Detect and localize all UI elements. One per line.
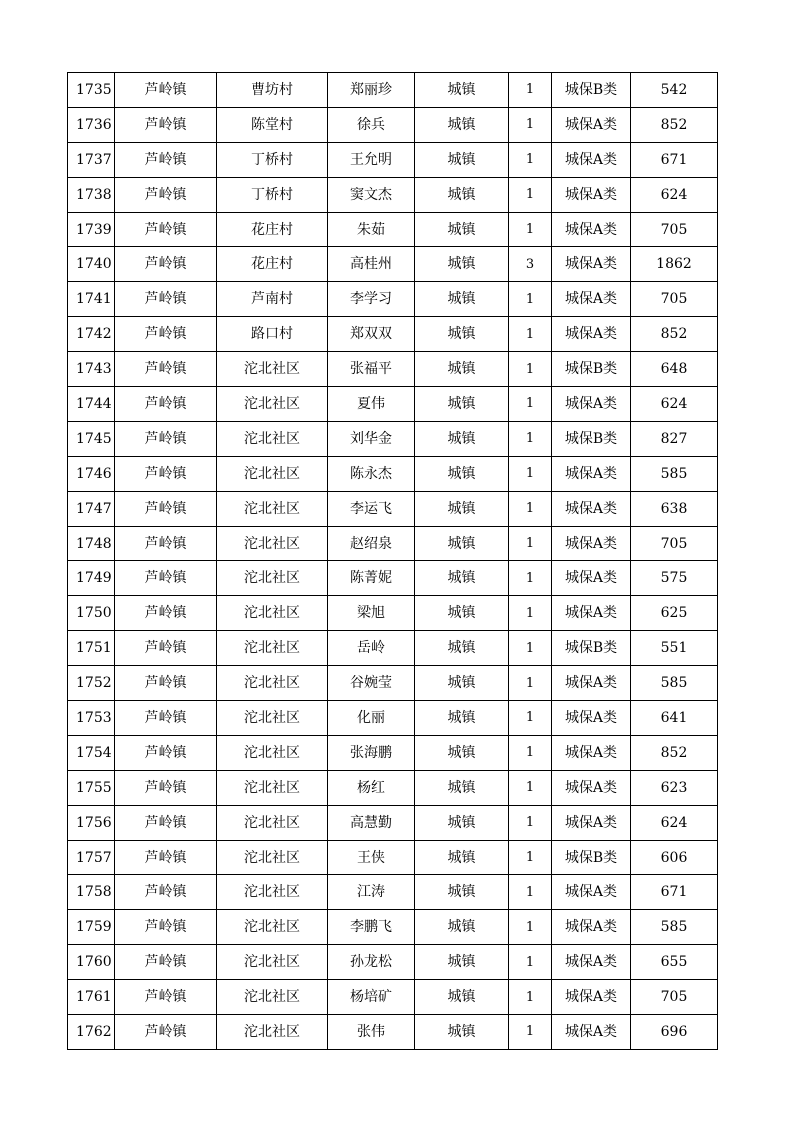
cell-benefit-category: 城保A类 <box>552 387 631 422</box>
table-row <box>68 387 718 422</box>
cell-person-name: 高慧勤 <box>328 805 415 840</box>
cell-serial-number: 1761 <box>68 980 115 1015</box>
cell-amount: 705 <box>631 212 718 247</box>
cell-area-type: 城镇 <box>415 247 509 282</box>
cell-village: 沱北社区 <box>217 387 328 422</box>
cell-amount: 623 <box>631 770 718 805</box>
cell-town: 芦岭镇 <box>115 770 217 805</box>
cell-town: 芦岭镇 <box>115 247 217 282</box>
cell-person-name: 孙龙松 <box>328 945 415 980</box>
cell-village: 沱北社区 <box>217 701 328 736</box>
cell-serial-number: 1743 <box>68 352 115 387</box>
cell-amount: 625 <box>631 596 718 631</box>
cell-household-count: 1 <box>509 701 552 736</box>
cell-household-count: 1 <box>509 735 552 770</box>
table-row <box>68 770 718 805</box>
cell-town: 芦岭镇 <box>115 701 217 736</box>
cell-town: 芦岭镇 <box>115 387 217 422</box>
cell-household-count: 1 <box>509 805 552 840</box>
cell-town: 芦岭镇 <box>115 73 217 108</box>
cell-amount: 705 <box>631 282 718 317</box>
cell-town: 芦岭镇 <box>115 491 217 526</box>
cell-household-count: 1 <box>509 73 552 108</box>
cell-serial-number: 1757 <box>68 840 115 875</box>
cell-person-name: 杨培矿 <box>328 980 415 1015</box>
cell-serial-number: 1747 <box>68 491 115 526</box>
cell-amount: 705 <box>631 526 718 561</box>
cell-person-name: 张福平 <box>328 352 415 387</box>
cell-person-name: 张海鹏 <box>328 735 415 770</box>
cell-serial-number: 1749 <box>68 561 115 596</box>
cell-amount: 585 <box>631 456 718 491</box>
cell-person-name: 徐兵 <box>328 107 415 142</box>
cell-amount: 638 <box>631 491 718 526</box>
cell-area-type: 城镇 <box>415 561 509 596</box>
cell-person-name: 郑双双 <box>328 317 415 352</box>
cell-household-count: 1 <box>509 317 552 352</box>
cell-area-type: 城镇 <box>415 421 509 456</box>
cell-village: 花庄村 <box>217 212 328 247</box>
cell-amount: 852 <box>631 317 718 352</box>
cell-person-name: 张伟 <box>328 1015 415 1050</box>
roster-body <box>68 73 718 1050</box>
cell-benefit-category: 城保A类 <box>552 770 631 805</box>
cell-benefit-category: 城保A类 <box>552 701 631 736</box>
cell-area-type: 城镇 <box>415 631 509 666</box>
cell-benefit-category: 城保A类 <box>552 142 631 177</box>
cell-village: 路口村 <box>217 317 328 352</box>
cell-serial-number: 1746 <box>68 456 115 491</box>
cell-amount: 551 <box>631 631 718 666</box>
cell-area-type: 城镇 <box>415 352 509 387</box>
cell-village: 沱北社区 <box>217 456 328 491</box>
cell-person-name: 李学习 <box>328 282 415 317</box>
table-row <box>68 631 718 666</box>
cell-household-count: 1 <box>509 491 552 526</box>
table-row <box>68 247 718 282</box>
table-row <box>68 875 718 910</box>
cell-benefit-category: 城保A类 <box>552 247 631 282</box>
cell-village: 沱北社区 <box>217 805 328 840</box>
cell-benefit-category: 城保B类 <box>552 421 631 456</box>
cell-village: 曹坊村 <box>217 73 328 108</box>
cell-area-type: 城镇 <box>415 282 509 317</box>
table-row <box>68 421 718 456</box>
cell-household-count: 1 <box>509 421 552 456</box>
cell-town: 芦岭镇 <box>115 735 217 770</box>
cell-village: 丁桥村 <box>217 142 328 177</box>
cell-village: 沱北社区 <box>217 1015 328 1050</box>
cell-serial-number: 1740 <box>68 247 115 282</box>
cell-area-type: 城镇 <box>415 1015 509 1050</box>
cell-serial-number: 1756 <box>68 805 115 840</box>
cell-household-count: 1 <box>509 875 552 910</box>
cell-village: 沱北社区 <box>217 596 328 631</box>
cell-amount: 585 <box>631 910 718 945</box>
cell-person-name: 谷婉莹 <box>328 666 415 701</box>
cell-benefit-category: 城保A类 <box>552 596 631 631</box>
table-row <box>68 142 718 177</box>
cell-town: 芦岭镇 <box>115 875 217 910</box>
cell-town: 芦岭镇 <box>115 177 217 212</box>
cell-serial-number: 1742 <box>68 317 115 352</box>
cell-benefit-category: 城保B类 <box>552 631 631 666</box>
cell-area-type: 城镇 <box>415 701 509 736</box>
cell-area-type: 城镇 <box>415 456 509 491</box>
cell-benefit-category: 城保A类 <box>552 212 631 247</box>
cell-town: 芦岭镇 <box>115 526 217 561</box>
cell-town: 芦岭镇 <box>115 840 217 875</box>
cell-amount: 852 <box>631 107 718 142</box>
cell-town: 芦岭镇 <box>115 142 217 177</box>
cell-person-name: 杨红 <box>328 770 415 805</box>
cell-person-name: 朱茹 <box>328 212 415 247</box>
cell-area-type: 城镇 <box>415 212 509 247</box>
cell-village: 陈堂村 <box>217 107 328 142</box>
cell-person-name: 赵绍泉 <box>328 526 415 561</box>
cell-town: 芦岭镇 <box>115 945 217 980</box>
cell-amount: 671 <box>631 142 718 177</box>
cell-area-type: 城镇 <box>415 840 509 875</box>
cell-serial-number: 1745 <box>68 421 115 456</box>
cell-serial-number: 1738 <box>68 177 115 212</box>
cell-village: 沱北社区 <box>217 980 328 1015</box>
cell-person-name: 郑丽珍 <box>328 73 415 108</box>
cell-amount: 705 <box>631 980 718 1015</box>
cell-benefit-category: 城保A类 <box>552 910 631 945</box>
cell-household-count: 1 <box>509 526 552 561</box>
cell-area-type: 城镇 <box>415 596 509 631</box>
cell-benefit-category: 城保B类 <box>552 73 631 108</box>
table-row <box>68 491 718 526</box>
cell-area-type: 城镇 <box>415 770 509 805</box>
cell-benefit-category: 城保A类 <box>552 317 631 352</box>
cell-benefit-category: 城保A类 <box>552 107 631 142</box>
cell-person-name: 李鹏飞 <box>328 910 415 945</box>
cell-person-name: 化丽 <box>328 701 415 736</box>
cell-serial-number: 1750 <box>68 596 115 631</box>
cell-person-name: 陈永杰 <box>328 456 415 491</box>
cell-benefit-category: 城保A类 <box>552 945 631 980</box>
cell-household-count: 1 <box>509 631 552 666</box>
cell-household-count: 1 <box>509 282 552 317</box>
cell-person-name: 王侠 <box>328 840 415 875</box>
cell-benefit-category: 城保A类 <box>552 666 631 701</box>
cell-town: 芦岭镇 <box>115 421 217 456</box>
cell-serial-number: 1739 <box>68 212 115 247</box>
cell-serial-number: 1753 <box>68 701 115 736</box>
cell-amount: 585 <box>631 666 718 701</box>
cell-amount: 624 <box>631 805 718 840</box>
cell-village: 沱北社区 <box>217 666 328 701</box>
cell-serial-number: 1754 <box>68 735 115 770</box>
table-row <box>68 840 718 875</box>
cell-town: 芦岭镇 <box>115 212 217 247</box>
cell-amount: 852 <box>631 735 718 770</box>
cell-benefit-category: 城保A类 <box>552 561 631 596</box>
cell-area-type: 城镇 <box>415 735 509 770</box>
cell-benefit-category: 城保A类 <box>552 1015 631 1050</box>
cell-household-count: 1 <box>509 561 552 596</box>
cell-person-name: 夏伟 <box>328 387 415 422</box>
cell-amount: 827 <box>631 421 718 456</box>
table-row <box>68 735 718 770</box>
cell-village: 沱北社区 <box>217 910 328 945</box>
cell-person-name: 李运飞 <box>328 491 415 526</box>
cell-amount: 624 <box>631 387 718 422</box>
cell-household-count: 1 <box>509 840 552 875</box>
cell-village: 花庄村 <box>217 247 328 282</box>
cell-amount: 696 <box>631 1015 718 1050</box>
cell-benefit-category: 城保B类 <box>552 352 631 387</box>
roster-table <box>67 72 718 1050</box>
cell-village: 沱北社区 <box>217 840 328 875</box>
cell-town: 芦岭镇 <box>115 282 217 317</box>
cell-village: 沱北社区 <box>217 631 328 666</box>
cell-person-name: 高桂州 <box>328 247 415 282</box>
cell-household-count: 1 <box>509 980 552 1015</box>
cell-person-name: 陈菁妮 <box>328 561 415 596</box>
cell-amount: 624 <box>631 177 718 212</box>
table-row <box>68 561 718 596</box>
cell-household-count: 1 <box>509 107 552 142</box>
cell-serial-number: 1752 <box>68 666 115 701</box>
cell-serial-number: 1759 <box>68 910 115 945</box>
table-row <box>68 526 718 561</box>
table-row <box>68 456 718 491</box>
cell-household-count: 1 <box>509 596 552 631</box>
cell-serial-number: 1737 <box>68 142 115 177</box>
table-row <box>68 107 718 142</box>
cell-serial-number: 1741 <box>68 282 115 317</box>
cell-village: 丁桥村 <box>217 177 328 212</box>
cell-town: 芦岭镇 <box>115 107 217 142</box>
cell-serial-number: 1755 <box>68 770 115 805</box>
cell-household-count: 1 <box>509 456 552 491</box>
cell-area-type: 城镇 <box>415 142 509 177</box>
table-row <box>68 666 718 701</box>
table-row <box>68 352 718 387</box>
cell-town: 芦岭镇 <box>115 596 217 631</box>
cell-village: 沱北社区 <box>217 561 328 596</box>
cell-town: 芦岭镇 <box>115 666 217 701</box>
cell-area-type: 城镇 <box>415 73 509 108</box>
cell-person-name: 刘华金 <box>328 421 415 456</box>
table-row <box>68 945 718 980</box>
table-row <box>68 73 718 108</box>
cell-area-type: 城镇 <box>415 491 509 526</box>
cell-serial-number: 1760 <box>68 945 115 980</box>
cell-village: 沱北社区 <box>217 526 328 561</box>
table-row <box>68 701 718 736</box>
cell-town: 芦岭镇 <box>115 1015 217 1050</box>
cell-household-count: 1 <box>509 387 552 422</box>
table-row <box>68 910 718 945</box>
cell-person-name: 江涛 <box>328 875 415 910</box>
cell-benefit-category: 城保A类 <box>552 875 631 910</box>
cell-benefit-category: 城保A类 <box>552 177 631 212</box>
cell-area-type: 城镇 <box>415 666 509 701</box>
cell-household-count: 1 <box>509 352 552 387</box>
table-row <box>68 212 718 247</box>
cell-benefit-category: 城保A类 <box>552 526 631 561</box>
cell-serial-number: 1735 <box>68 73 115 108</box>
cell-town: 芦岭镇 <box>115 910 217 945</box>
cell-area-type: 城镇 <box>415 177 509 212</box>
cell-benefit-category: 城保B类 <box>552 840 631 875</box>
cell-town: 芦岭镇 <box>115 980 217 1015</box>
cell-amount: 1862 <box>631 247 718 282</box>
cell-amount: 606 <box>631 840 718 875</box>
cell-amount: 671 <box>631 875 718 910</box>
cell-serial-number: 1736 <box>68 107 115 142</box>
cell-household-count: 3 <box>509 247 552 282</box>
cell-town: 芦岭镇 <box>115 631 217 666</box>
cell-benefit-category: 城保A类 <box>552 805 631 840</box>
cell-person-name: 岳岭 <box>328 631 415 666</box>
table-row <box>68 282 718 317</box>
cell-village: 沱北社区 <box>217 945 328 980</box>
cell-amount: 655 <box>631 945 718 980</box>
cell-person-name: 梁旭 <box>328 596 415 631</box>
cell-town: 芦岭镇 <box>115 352 217 387</box>
cell-household-count: 1 <box>509 770 552 805</box>
cell-village: 沱北社区 <box>217 875 328 910</box>
cell-benefit-category: 城保A类 <box>552 735 631 770</box>
cell-village: 沱北社区 <box>217 735 328 770</box>
cell-amount: 641 <box>631 701 718 736</box>
cell-village: 沱北社区 <box>217 352 328 387</box>
cell-household-count: 1 <box>509 212 552 247</box>
cell-household-count: 1 <box>509 142 552 177</box>
table-row <box>68 805 718 840</box>
cell-town: 芦岭镇 <box>115 805 217 840</box>
table-row <box>68 980 718 1015</box>
cell-village: 沱北社区 <box>217 421 328 456</box>
table-row <box>68 317 718 352</box>
cell-benefit-category: 城保A类 <box>552 456 631 491</box>
cell-town: 芦岭镇 <box>115 456 217 491</box>
cell-amount: 575 <box>631 561 718 596</box>
cell-serial-number: 1748 <box>68 526 115 561</box>
cell-amount: 648 <box>631 352 718 387</box>
cell-amount: 542 <box>631 73 718 108</box>
cell-serial-number: 1751 <box>68 631 115 666</box>
cell-household-count: 1 <box>509 177 552 212</box>
cell-benefit-category: 城保A类 <box>552 282 631 317</box>
cell-serial-number: 1744 <box>68 387 115 422</box>
cell-person-name: 王允明 <box>328 142 415 177</box>
cell-area-type: 城镇 <box>415 317 509 352</box>
cell-household-count: 1 <box>509 945 552 980</box>
cell-household-count: 1 <box>509 1015 552 1050</box>
cell-person-name: 窦文杰 <box>328 177 415 212</box>
cell-area-type: 城镇 <box>415 107 509 142</box>
cell-area-type: 城镇 <box>415 910 509 945</box>
cell-benefit-category: 城保A类 <box>552 491 631 526</box>
table-row <box>68 596 718 631</box>
cell-area-type: 城镇 <box>415 387 509 422</box>
cell-area-type: 城镇 <box>415 526 509 561</box>
cell-village: 沱北社区 <box>217 770 328 805</box>
cell-town: 芦岭镇 <box>115 561 217 596</box>
cell-area-type: 城镇 <box>415 805 509 840</box>
cell-village: 沱北社区 <box>217 491 328 526</box>
cell-town: 芦岭镇 <box>115 317 217 352</box>
table-row <box>68 177 718 212</box>
cell-household-count: 1 <box>509 910 552 945</box>
cell-area-type: 城镇 <box>415 980 509 1015</box>
table-row <box>68 1015 718 1050</box>
cell-area-type: 城镇 <box>415 945 509 980</box>
cell-benefit-category: 城保A类 <box>552 980 631 1015</box>
cell-village: 芦南村 <box>217 282 328 317</box>
cell-area-type: 城镇 <box>415 875 509 910</box>
cell-serial-number: 1762 <box>68 1015 115 1050</box>
cell-household-count: 1 <box>509 666 552 701</box>
cell-serial-number: 1758 <box>68 875 115 910</box>
